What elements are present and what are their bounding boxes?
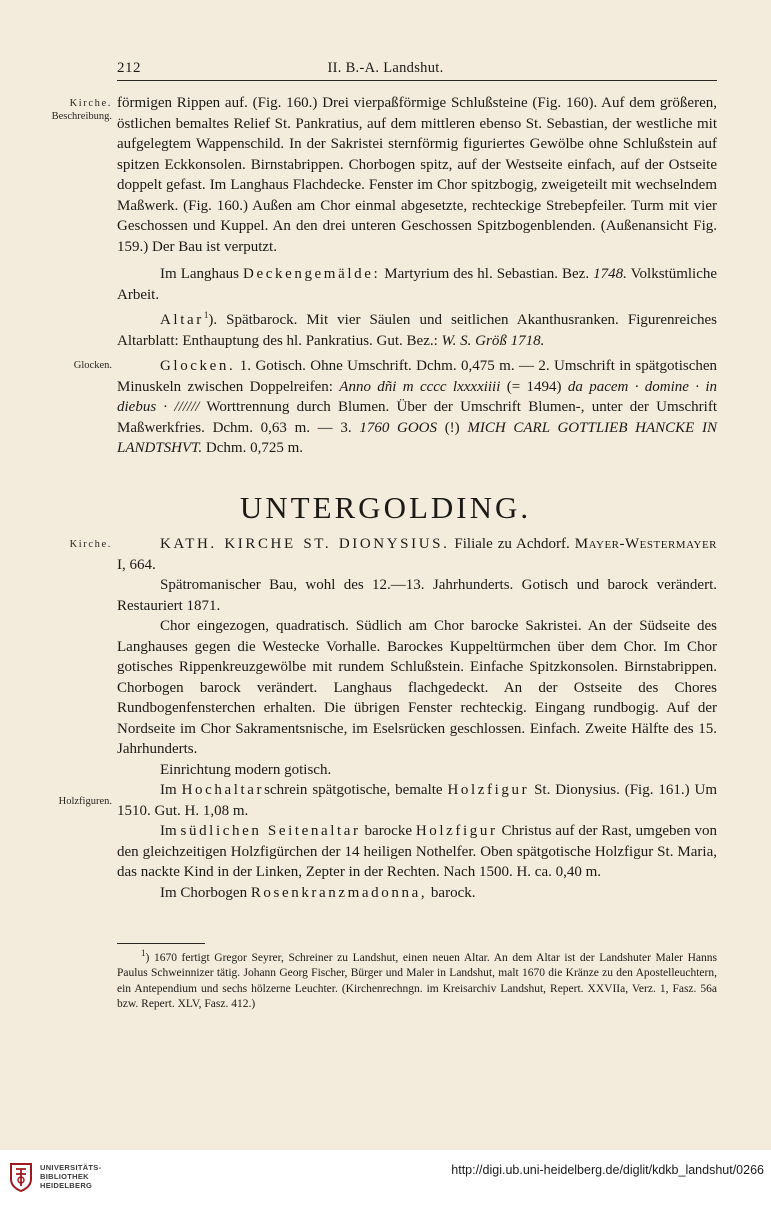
margin-note-beschreibung: Beschreibung. bbox=[51, 111, 112, 122]
footnote-rule bbox=[117, 943, 205, 944]
paragraph-einrichtung: Einrichtung modern gotisch. bbox=[160, 761, 332, 778]
footer-bar bbox=[0, 1150, 771, 1211]
page-number: 212 bbox=[117, 60, 141, 76]
paragraph-rosenkranzmadonna: Im Chorbogen Rosenkranzmadonna, barock. bbox=[160, 884, 476, 901]
paragraph-glocken: Glocken. 1. Gotisch. Ohne Umschrift. Dchm. 0,475 m. — 2. Umschrift in spätgotischen Minuskeln zwischen Doppelreifen: Anno dñi m cccc lxxxxiiii (= 1494) da pacem · domine · in diebus · ////// Worttrennung durch Blumen. Über der Umschrift Blumen-, unter der Umschrift Maßwerkfries. Dchm. 0,63 m. — 3. 1760 GOOS (!) MICH CARL GOTTLIEB HANCKE IN LANDTSHVT. Dchm. 0,725 m. bbox=[117, 358, 718, 456]
paragraph-church-name: KATH. KIRCHE ST. DIONYSIUS. Filiale zu Achdorf. Mayer-Westermayer I, 664. bbox=[117, 536, 718, 573]
term-deckengemaelde: Deckengemälde: bbox=[243, 266, 381, 282]
top-text-block bbox=[117, 93, 717, 459]
margin-note-holzfiguren: Holzfiguren. bbox=[58, 796, 112, 807]
paragraph-bau: Spätromanischer Bau, wohl des 12.—13. Jahrhunderts. Gotisch und barock verändert. Restauriert 1871. bbox=[117, 577, 717, 614]
paragraph-deckengemaelde: Im Langhaus Deckengemälde: Martyrium des hl. Sebastian. Bez. 1748. Volkstümliche Arbeit. bbox=[117, 266, 718, 303]
paragraph-description: förmigen Rippen auf. (Fig. 160.) Drei vierpaßförmige Schlußsteine (Fig. 160). Auf dem größeren, östlichen bemaltes Relief St. Pankratius, auf dem mittleren ebenso St. Sebastian, der westliche mit aufgelegtem Wappenschild. In der Sakristei sternförmig figuriertes Gewölbe ohne Schlußstein auf spitzen Eckkonsolen. Birnstabrippen. Chorbogen spitz, auf der Westseite einfach, auf der Ostseite doppelt gefast. Im Langhaus Flachdecke. Fenster im Chor spitzbogig, zweigeteilt mit wechselndem Maßwerk. (Fig. 160.) Außen am Chor einmal abgesetzte, rechteckige Strebepfeiler. Turm mit vier Geschossen und Kuppel. An den drei unteren Geschossen Spitzbogenblenden. (Außenansicht Fig. 159.) Der Bau ist verputzt. bbox=[117, 95, 717, 255]
margin-note-glocken: Glocken. bbox=[73, 360, 112, 371]
paragraph-chor: Chor eingezogen, quadratisch. Südlich am Chor barocke Sakristei. An der Südseite des Langhauses gegen die Westecke Vorhalle. Barockes Kuppeltürmchen über dem Chor. Im Chor gotisches Rippenkreuzgewölbe mit rundem Schlußstein. Einfache Spitzkonsolen. Birnstabrippen. Chorbogen barock verändert. Langhaus flachgedeckt. An der Ostseite des Chores Rundbogenfensterchen erhalten. Die übrigen Fenster rechteckig. Eingang rundbogig. Auf der Nordseite im Chor Sakramentsnische, im Eselsrücken geschlossen. Einfach. Zweite Hälfte des 15. Jahrhunderts. bbox=[117, 618, 717, 757]
library-name: UNIVERSITÄTS- BIBLIOTHEK HEIDELBERG bbox=[40, 1163, 102, 1190]
running-title: II. B.-A. Landshut. bbox=[327, 60, 444, 76]
margin-note-kirche: Kirche. bbox=[69, 98, 112, 109]
source-url-link[interactable]: http://digi.ub.uni-heidelberg.de/diglit/kdkb_landshut/0266 bbox=[451, 1163, 764, 1177]
section-title: UNTERGOLDING. bbox=[239, 490, 532, 525]
running-header bbox=[0, 60, 771, 80]
untergolding-text-block bbox=[117, 534, 717, 903]
footnote: $^1$) 1670 fertigt Gregor Seyrer, Schreiner zu Landshut, einen neuen Altar. An dem Altar ist der Landshuter Maler Hanns Paulus Schweinnizer tätig. Johann Georg Fischer, Bürger und Maler in Landshut, malt 1670 die Kränze zu den Apostelleuchtern, ein Antependium und sechs hölzerne Leuchter. (Kirchenrechngn. im Kreisarchiv Landshut, Repert. XXVIIa, Verz. 1, Fasz. 56a bzw. Repert. XLV, Fasz. 412.) bbox=[117, 948, 717, 1010]
margin-note-kirche-untergolding: Kirche. bbox=[69, 539, 112, 550]
header-rule bbox=[117, 80, 717, 81]
church-name: KATH. KIRCHE ST. DIONYSIUS. bbox=[160, 536, 450, 552]
footnote-number: 1 bbox=[141, 948, 146, 959]
footnote-ref: 1 bbox=[203, 310, 209, 320]
paragraph-seitenaltar: Im südlichen Seitenaltar barocke Holzfigur Christus auf der Rast, umgeben von den gleichzeitigen Holzfigürchen der 14 heiligen Nothelfer. Oben spätgotische Holzfigur St. Maria, das nackte Kind in der Linken, Zepter in der Rechten. Nach 1500. H. ca. 0,40 m. bbox=[117, 823, 718, 880]
paragraph-altar: Altar$^1$). Spätbarock. Mit vier Säulen und seitlichen Akanthusranken. Figurenreiches Altarblatt: Enthauptung des hl. Pankratius. Gut. Bez.: W. S. Größ 1718. bbox=[117, 310, 717, 349]
term-glocken: Glocken. bbox=[160, 358, 236, 374]
term-altar: Altar bbox=[160, 312, 204, 328]
paragraph-hochaltar: Im Hochaltarschrein spätgotische, bemalte Holzfigur St. Dionysius. (Fig. 161.) Um 1510. Gut. H. 1,08 m. bbox=[117, 782, 718, 819]
university-seal-icon bbox=[8, 1162, 34, 1192]
